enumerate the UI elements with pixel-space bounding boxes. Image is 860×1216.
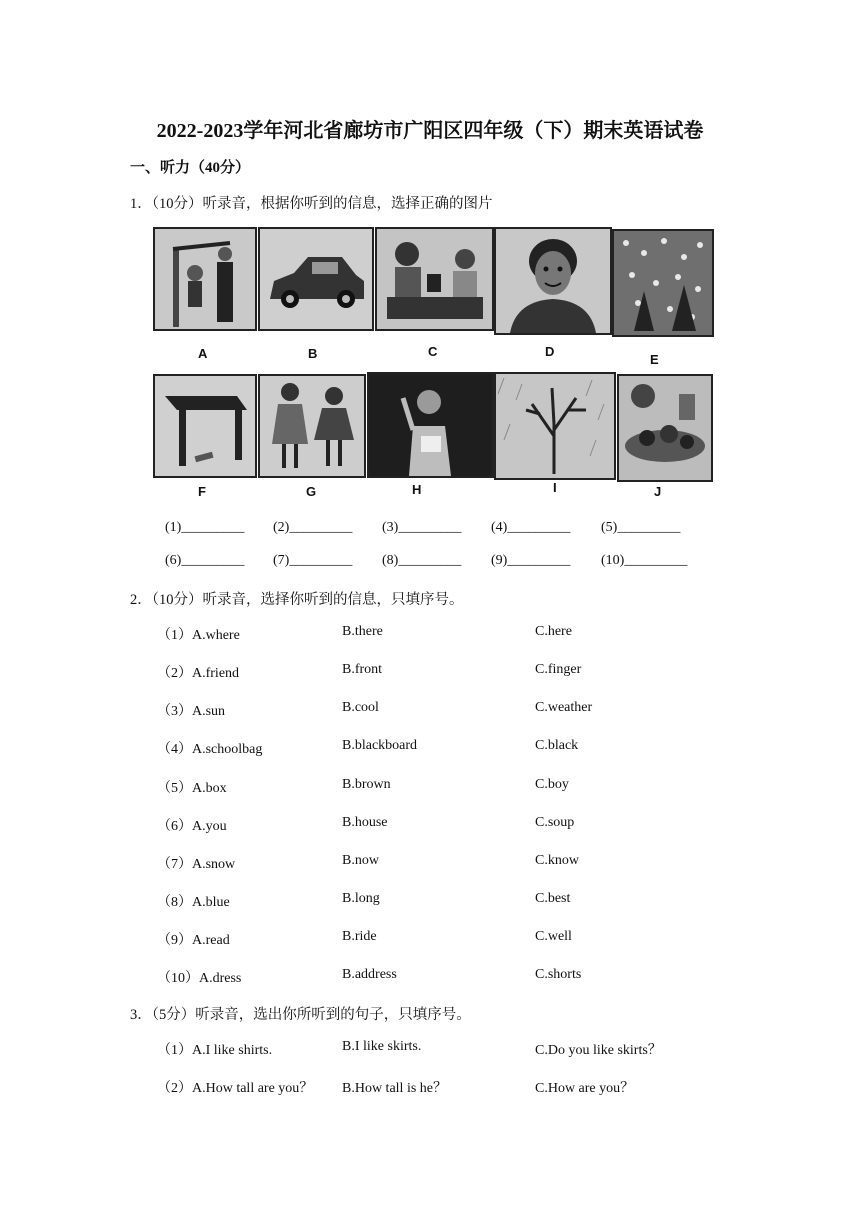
answer-blank[interactable]: (6)_________ xyxy=(165,553,245,568)
option-a: （6）A.you xyxy=(157,819,227,834)
boy-portrait-icon xyxy=(496,229,610,333)
picture-label-i: I xyxy=(553,480,557,495)
option-b: B.address xyxy=(342,967,397,982)
option-b: B.house xyxy=(342,815,388,830)
picture-j xyxy=(617,374,713,482)
option-c: C.well xyxy=(535,929,572,944)
picture-e xyxy=(612,229,714,337)
option-c: C.here xyxy=(535,624,572,639)
desk-icon xyxy=(155,376,255,476)
option-row xyxy=(157,624,757,644)
option-row xyxy=(157,777,757,797)
option-row xyxy=(157,853,757,873)
picture-a xyxy=(153,227,257,331)
picture-label-a: A xyxy=(198,346,208,361)
page-title: 2022-2023学年河北省廊坊市广阳区四年级（下）期末英语试卷 xyxy=(156,120,704,142)
car-icon xyxy=(260,229,372,329)
picture-f xyxy=(153,374,257,478)
option-a: （3）A.sun xyxy=(157,704,226,719)
answer-blank[interactable]: (8)_________ xyxy=(382,553,462,568)
snowy-trees-icon xyxy=(614,231,712,335)
food-icon xyxy=(619,376,711,480)
option-b: B.brown xyxy=(342,777,391,792)
answer-blank[interactable]: (2)_________ xyxy=(273,520,353,535)
option-a: （7）A.snow xyxy=(157,857,236,872)
option-row xyxy=(157,1077,757,1097)
option-b: B.ride xyxy=(342,929,377,944)
picture-g xyxy=(258,374,366,478)
option-c: C.Do you like skirts？ xyxy=(535,1043,662,1058)
picture-label-j: J xyxy=(654,484,662,499)
option-row xyxy=(157,1039,757,1059)
picture-c xyxy=(375,227,494,331)
picture-label-b: B xyxy=(308,346,318,361)
picture-i xyxy=(494,372,616,480)
answer-blank[interactable]: (9)_________ xyxy=(491,553,571,568)
picture-label-h: H xyxy=(412,482,422,497)
rain-tree-icon xyxy=(496,374,614,478)
question-3-prompt: 3．（5分）听录音，选出你所听到的句子，只填序号。 xyxy=(130,1007,471,1023)
question-1-prompt: 1．（10分）听录音，根据你听到的信息，选择正确的图片 xyxy=(130,196,493,212)
question-2-prompt: 2．（10分）听录音，选择你听到的信息，只填序号。 xyxy=(130,592,464,608)
section-heading-listening: 一、听力（40分） xyxy=(130,160,251,176)
picture-label-f: F xyxy=(198,484,206,499)
option-row xyxy=(157,929,757,949)
option-a: （1）A.I like shirts. xyxy=(157,1043,273,1058)
answer-blank[interactable]: (4)_________ xyxy=(491,520,571,535)
option-b: B.front xyxy=(342,662,383,677)
option-a: （8）A.blue xyxy=(157,895,230,910)
option-c: C.boy xyxy=(535,777,569,792)
picture-label-e: E xyxy=(650,352,659,367)
option-c: C.black xyxy=(535,738,579,753)
option-b: B.cool xyxy=(342,700,379,715)
option-a: （10）A.dress xyxy=(157,971,242,986)
option-row xyxy=(157,738,757,758)
option-a: （4）A.schoolbag xyxy=(157,742,263,757)
option-c: C.soup xyxy=(535,815,575,830)
answer-blank[interactable]: (3)_________ xyxy=(382,520,462,535)
option-c: C.How are you？ xyxy=(535,1081,635,1096)
option-b: B.now xyxy=(342,853,379,868)
option-row xyxy=(157,815,757,835)
option-b: B.there xyxy=(342,624,383,639)
option-c: C.weather xyxy=(535,700,593,715)
answer-blank[interactable]: (1)_________ xyxy=(165,520,245,535)
answer-blanks-row-2 xyxy=(165,553,725,573)
height-measure-icon xyxy=(155,229,255,329)
picture-h xyxy=(367,372,494,478)
answer-blank[interactable]: (7)_________ xyxy=(273,553,353,568)
teacher-blackboard-icon xyxy=(369,374,492,476)
option-a: （5）A.box xyxy=(157,781,227,796)
option-a: （2）A.How tall are you？ xyxy=(157,1081,314,1096)
picture-b xyxy=(258,227,374,331)
option-row xyxy=(157,891,757,911)
option-row xyxy=(157,967,757,987)
option-b: B.long xyxy=(342,891,380,906)
answer-blank[interactable]: (10)_________ xyxy=(601,553,688,568)
option-c: C.know xyxy=(535,853,579,868)
option-a: （9）A.read xyxy=(157,933,230,948)
option-b: B.How tall is he？ xyxy=(342,1081,447,1096)
picture-label-g: G xyxy=(306,484,317,499)
option-c: C.best xyxy=(535,891,571,906)
option-a: （1）A.where xyxy=(157,628,240,643)
picture-label-c: C xyxy=(428,344,438,359)
answer-blank[interactable]: (5)_________ xyxy=(601,520,681,535)
option-row xyxy=(157,662,757,682)
option-c: C.shorts xyxy=(535,967,582,982)
option-a: （2）A.friend xyxy=(157,666,240,681)
option-row xyxy=(157,700,757,720)
answer-blanks-row-1 xyxy=(165,520,725,540)
picture-d xyxy=(494,227,612,335)
option-b: B.blackboard xyxy=(342,738,418,753)
option-c: C.finger xyxy=(535,662,582,677)
two-girls-icon xyxy=(260,376,364,476)
option-b: B.I like skirts. xyxy=(342,1039,422,1054)
picture-label-d: D xyxy=(545,344,555,359)
shop-people-icon xyxy=(377,229,492,329)
